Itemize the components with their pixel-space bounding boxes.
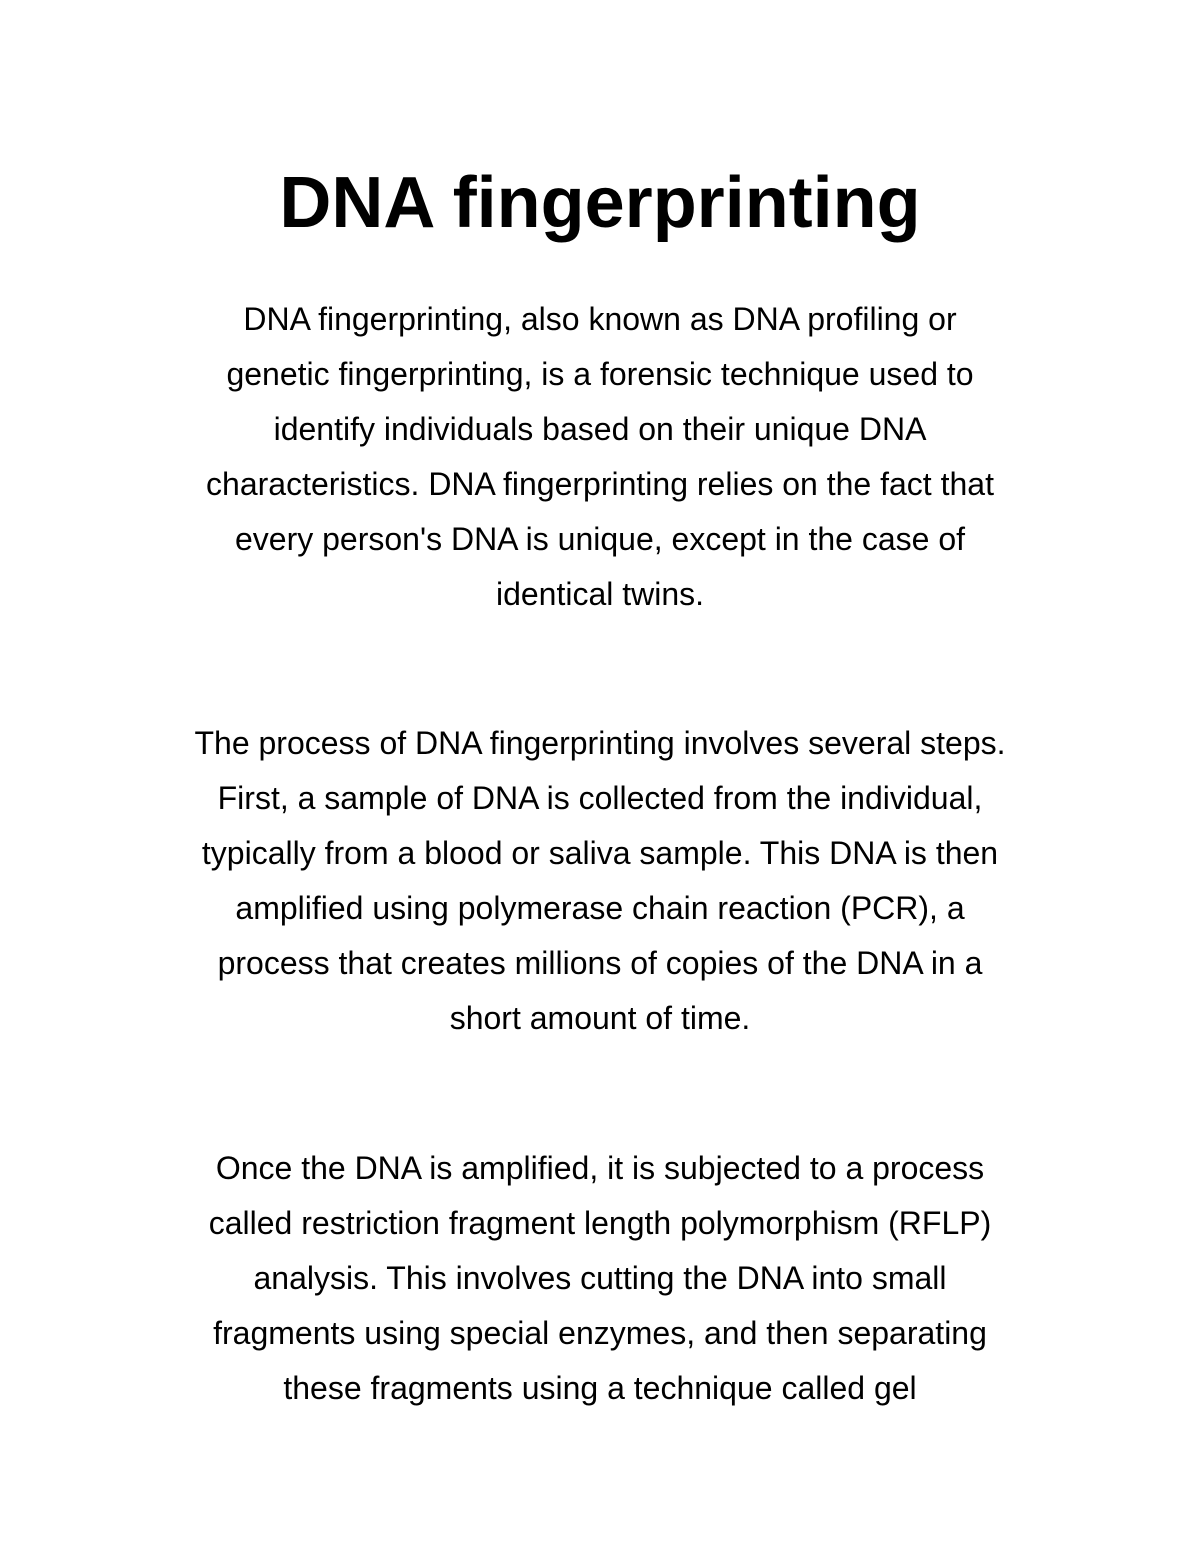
paragraph-line: short amount of time. (449, 1000, 751, 1036)
paragraph-line: called restriction fragment length polymorphism (RFLP) (208, 1205, 992, 1241)
paragraph-line: DNA fingerprinting, also known as DNA profiling or (243, 301, 957, 337)
paragraph-line: typically from a blood or saliva sample. This DNA is then (201, 835, 999, 871)
paragraph-line: genetic fingerprinting, is a forensic technique used to (226, 356, 974, 392)
paragraph-line: these fragments using a technique called gel (283, 1370, 917, 1406)
paragraph-line: identify individuals based on their unique DNA (273, 411, 927, 447)
paragraph-line: amplified using polymerase chain reaction (PCR), a (235, 890, 965, 926)
document-title: DNA fingerprinting (279, 163, 921, 243)
paragraph-line: fragments using special enzymes, and then separating (213, 1315, 987, 1351)
paragraph-intro (110, 292, 1090, 622)
paragraph-line: identical twins. (495, 576, 705, 612)
paragraph-line: First, a sample of DNA is collected from the individual, (217, 780, 983, 816)
paragraph-rflp (110, 1141, 1090, 1416)
paragraph-line: process that creates millions of copies of the DNA in a (217, 945, 983, 981)
paragraph-line: Once the DNA is amplified, it is subjected to a process (215, 1150, 985, 1186)
paragraph-line: characteristics. DNA fingerprinting relies on the fact that (206, 466, 994, 502)
paragraph-line: every person's DNA is unique, except in the case of (234, 521, 966, 557)
paragraph-line: The process of DNA fingerprinting involves several steps. (194, 725, 1006, 761)
paragraph-process (110, 716, 1090, 1046)
paragraph-line: analysis. This involves cutting the DNA into small (253, 1260, 947, 1296)
